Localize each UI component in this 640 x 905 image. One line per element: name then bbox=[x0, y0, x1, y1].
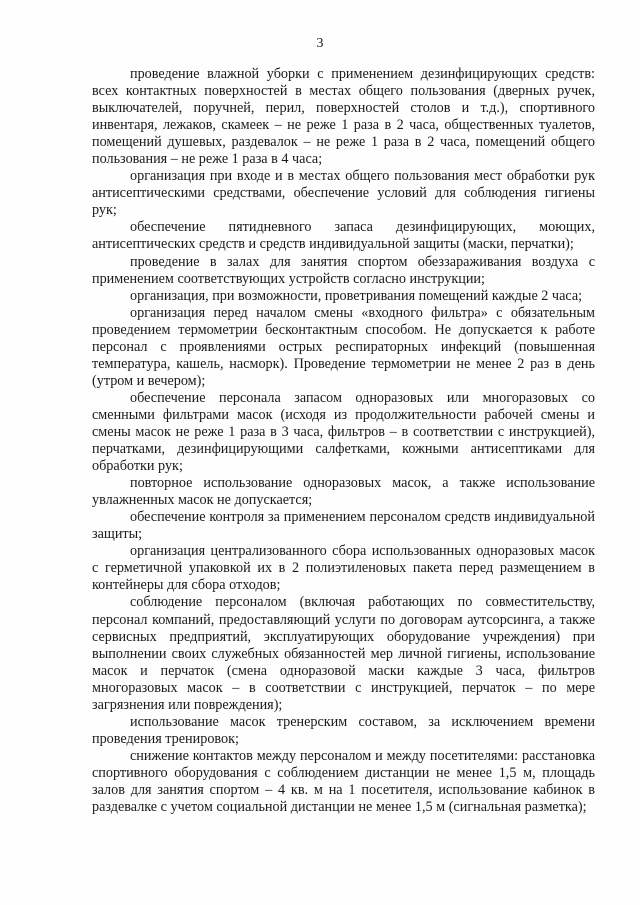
page-number: 3 bbox=[316, 36, 324, 51]
paragraph-ventilation: организация, при возможности, проветривания помещений каждые 2 часа; bbox=[130, 287, 583, 304]
paragraph-entrance-filter: организация перед началом смены «входного фильтра» с обязательным проведением термометрии бесконтактным способом. Не допускается к работе персонал с проявлениями острых респираторных инфекций (повышенная температура, кашель, насморк). Проведение термометрии не менее 2 раз в день (утром и вечером); bbox=[92, 304, 595, 389]
paragraph-contact-reduction: снижение контактов между персоналом и между посетителями: расстановка спортивного оборудования с соблюдением дистанции не менее 1,5 м, площадь залов для занятия спортом – 4 кв. м на 1 посетителя, использование кабинок в раздевалке с учетом социальной дистанции не менее 1,5 м (сигнальная разметка); bbox=[92, 747, 595, 816]
paragraph-mask-reuse: повторное использование одноразовых масок, а также использование увлажненных масок не допускается; bbox=[92, 475, 595, 509]
paragraph-hand-sanitizing: организация при входе и в местах общего пользования мест обработки рук антисептическими средствами, обеспечение условий для соблюдения гигиены рук; bbox=[92, 168, 595, 219]
paragraph-staff-hygiene: соблюдение персоналом (включая работающих по совместительству, персонал компаний, предоставляющий услуги по договорам аутсорсинга, а также сервисных предприятий, эксплуатирующих оборудование учреждения) при выполнении своих служебных обязанностей мер личной гигиены, использование масок и перчаток (смена одноразовой маски каждые 3 часа, фильтров многоразовых масок – в соответствии с инструкцией, перчаток – по мере загрязнения или повреждения); bbox=[92, 594, 595, 713]
paragraph-trainer-masks: использование масок тренерским составом, за исключением времени проведения тренировок; bbox=[92, 713, 595, 747]
paragraph-air-disinfection: проведение в залах для занятия спортом обеззараживания воздуха с применением соответствующих устройств согласно инструкции; bbox=[92, 253, 595, 287]
paragraph-five-day-supply: обеспечение пятидневного запаса дезинфицирующих, моющих, антисептических средств и средств индивидуальной защиты (маски, перчатки); bbox=[92, 219, 595, 253]
document-body bbox=[92, 66, 595, 816]
paragraph-mask-collection: организация централизованного сбора использованных одноразовых масок с герметичной упаковкой их в 2 полиэтиленовых пакета перед размещением в контейнеры для сбора отходов; bbox=[92, 543, 595, 594]
paragraph-ppe-control: обеспечение контроля за применением персоналом средств индивидуальной защиты; bbox=[92, 509, 595, 543]
paragraph-staff-masks-supply: обеспечение персонала запасом одноразовых или многоразовых со сменными фильтрами масок (исходя из продолжительности рабочей смены и смены масок не реже 1 раза в 3 часа, фильтров – в соответствии с инструкцией), перчатками, дезинфицирующими салфетками, кожными антисептиками для обработки рук; bbox=[92, 389, 595, 475]
paragraph-wet-cleaning: проведение влажной уборки с применением дезинфицирующих средств: всех контактных поверхностей в местах общего пользования (дверных ручек, выключателей, поручней, перил, поверхностей столов и т.д.), спортивного инвентаря, лежаков, скамеек – не реже 1 раза в 2 часа, общественных туалетов, помещений душевых, раздевалок – не реже 1 раза в 2 часа, помещений общего пользования – не реже 1 раза в 4 часа; bbox=[92, 66, 595, 168]
